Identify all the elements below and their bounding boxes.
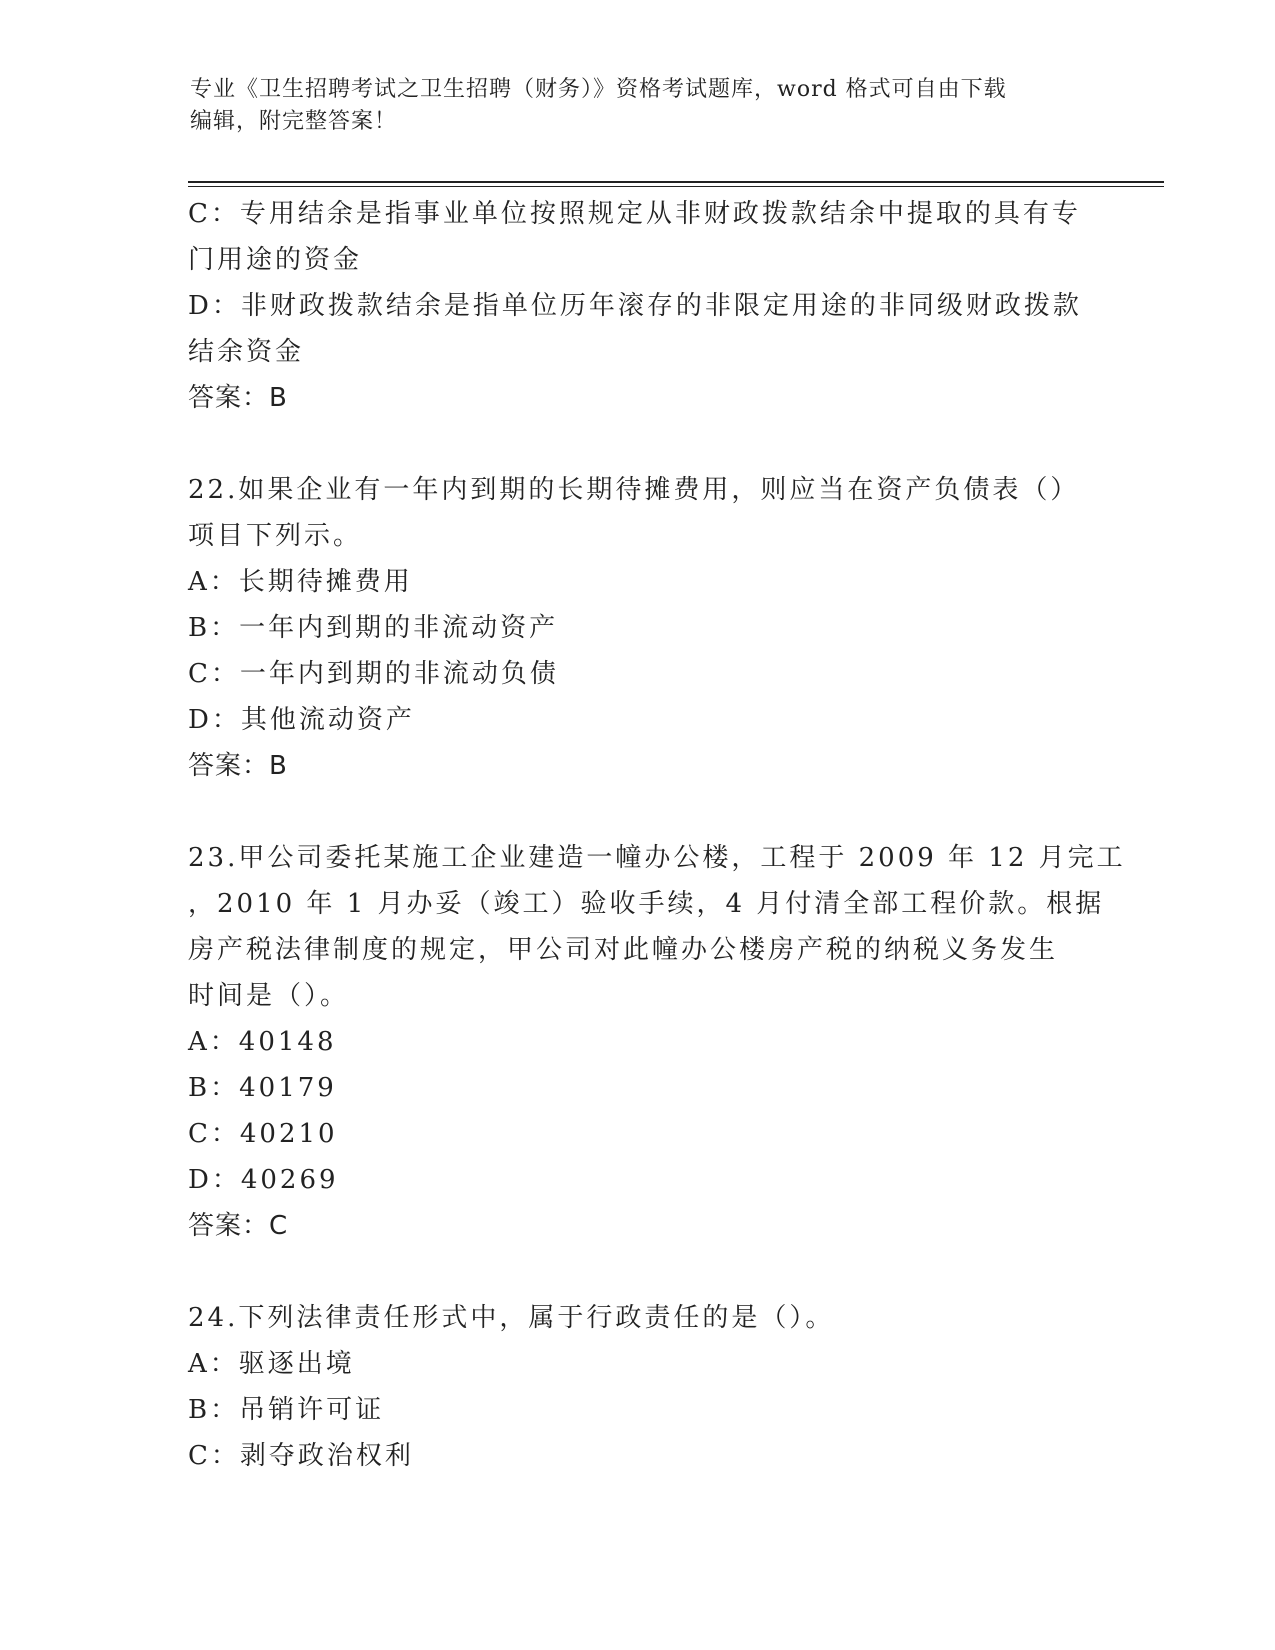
header-rule-thin [188, 186, 1164, 187]
q24-option-a: A：驱逐出境 [188, 1349, 355, 1379]
question-23 [188, 835, 1126, 1249]
q23-stem-line-3: 房产税法律制度的规定，甲公司对此幢办公楼房产税的纳税义务发生 [188, 935, 1059, 965]
q21-option-d-line-2: 结余资金 [188, 337, 305, 367]
header-line-1: 专业《卫生招聘考试之卫生招聘（财务）》资格考试题库，word 格式可自由下载 [190, 77, 1007, 102]
q21-option-d-line-1: D：非财政拨款结余是指单位历年滚存的非限定用途的非同级财政拨款 [188, 291, 1082, 321]
q23-stem-line-1: 23.甲公司委托某施工企业建造一幢办公楼，工程于 2009 年 12 月完工 [188, 843, 1126, 873]
q23-stem-line-2: ，2010 年 1 月办妥（竣工）验收手续，4 月付清全部工程价款。根据 [188, 889, 1105, 919]
question-content [188, 191, 1126, 1479]
q21-option-c-line-2: 门用途的资金 [188, 245, 363, 275]
question-22 [188, 467, 1088, 789]
q24-stem-line-1: 24.下列法律责任形式中，属于行政责任的是（）。 [188, 1303, 835, 1333]
header-rule-thick [188, 181, 1164, 183]
question-24 [188, 1295, 1088, 1479]
q22-option-a: A：长期待摊费用 [188, 567, 413, 597]
q22-option-c: C：一年内到期的非流动负债 [188, 659, 559, 689]
q22-option-b: B：一年内到期的非流动资产 [188, 613, 559, 643]
document-header [190, 74, 1090, 138]
q23-stem-line-4: 时间是（）。 [188, 981, 350, 1011]
spacer [188, 421, 1088, 467]
header-line-2: 编辑，附完整答案！ [190, 109, 398, 134]
q22-answer: 答案：B [188, 751, 288, 781]
q23-option-d: D：40269 [188, 1165, 339, 1195]
q21-option-c-line-1: C：专用结余是指事业单位按照规定从非财政拨款结余中提取的具有专 [188, 199, 1081, 229]
q23-option-c: C：40210 [188, 1119, 338, 1149]
q23-answer: 答案：C [188, 1211, 289, 1241]
q23-option-b: B：40179 [188, 1073, 337, 1103]
q22-stem-line-2: 项目下列示。 [188, 521, 363, 551]
q22-stem-line-1: 22.如果企业有一年内到期的长期待摊费用，则应当在资产负债表（） [188, 475, 1080, 505]
spacer [188, 1249, 1088, 1295]
q22-option-d: D：其他流动资产 [188, 705, 415, 735]
q24-option-c: C：剥夺政治权利 [188, 1441, 414, 1471]
question-21-tail [188, 191, 1088, 421]
spacer [188, 789, 1088, 835]
q21-answer: 答案：B [188, 383, 288, 413]
q23-option-a: A：40148 [188, 1027, 337, 1057]
q24-option-b: B：吊销许可证 [188, 1395, 385, 1425]
